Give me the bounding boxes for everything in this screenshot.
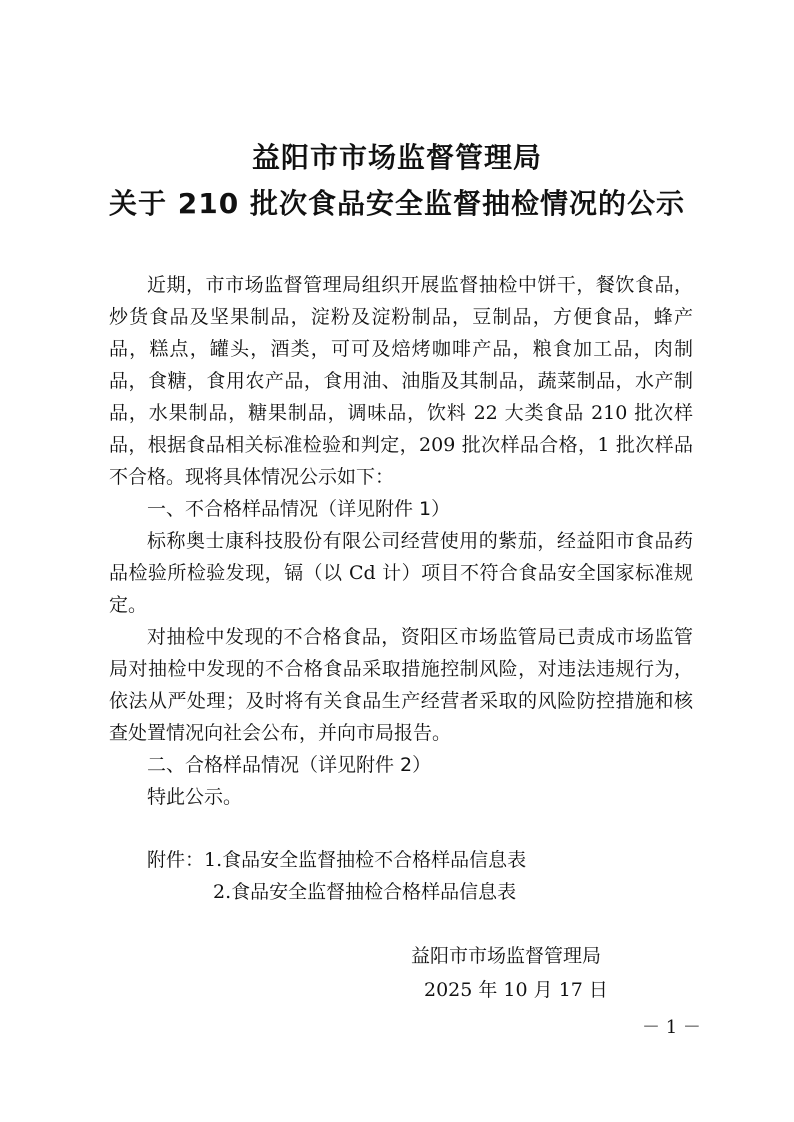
closing-paragraph: 特此公示。 (147, 786, 243, 808)
section-1-paragraph-1: 标称奥士康科技股份有限公司经营使用的紫茄，经益阳市食品药品检验所检验发现，镉（以 Cd 计）项目不符合食品安全国家标准规定。 (109, 530, 693, 616)
document-title-line-2: 关于 210 批次食品安全监督抽检情况的公示 (109, 187, 685, 220)
signature-organization: 益阳市市场监督管理局 (411, 945, 602, 967)
attachment-line-2: 2.食品安全监督抽检合格样品信息表 (213, 881, 517, 903)
attachment-line-1: 附件：1.食品安全监督抽检不合格样品信息表 (147, 849, 527, 871)
intro-paragraph: 近期，市市场监督管理局组织开展监督抽检中饼干，餐饮食品，炒货食品及坚果制品，淀粉及淀粉制品，豆制品，方便食品，蜂产品，糕点，罐头，酒类，可可及焙烤咖啡产品，粮食加工品，肉制品，食糖，食用农产品，食用油、油脂及其制品，蔬菜制品，水产制品，水果制品，糖果制品，调味品，饮料 22 大类食品 210 批次样品，根据食品相关标准检验和判定，209 批次样品合格，1 批次样品不合格。现将具体情况公示如下： (109, 274, 693, 488)
section-1-paragraph-2: 对抽检中发现的不合格食品，资阳区市场监管局已责成市场监管局对抽检中发现的不合格食品采取措施控制风险，对违法违规行为，依法从严处理；及时将有关食品生产经营者采取的风险防控措施和核查处置情况向社会公布，并向市局报告。 (109, 626, 693, 744)
document-title-line-1: 益阳市市场监督管理局 (251, 141, 542, 174)
signature-date: 2025 年 10 月 17 日 (424, 979, 608, 1001)
page-number: － 1 － (642, 1017, 701, 1038)
section-2-heading: 二、合格样品情况（详见附件 2） (147, 754, 432, 776)
section-1-heading: 一、不合格样品情况（详见附件 1） (147, 498, 451, 520)
